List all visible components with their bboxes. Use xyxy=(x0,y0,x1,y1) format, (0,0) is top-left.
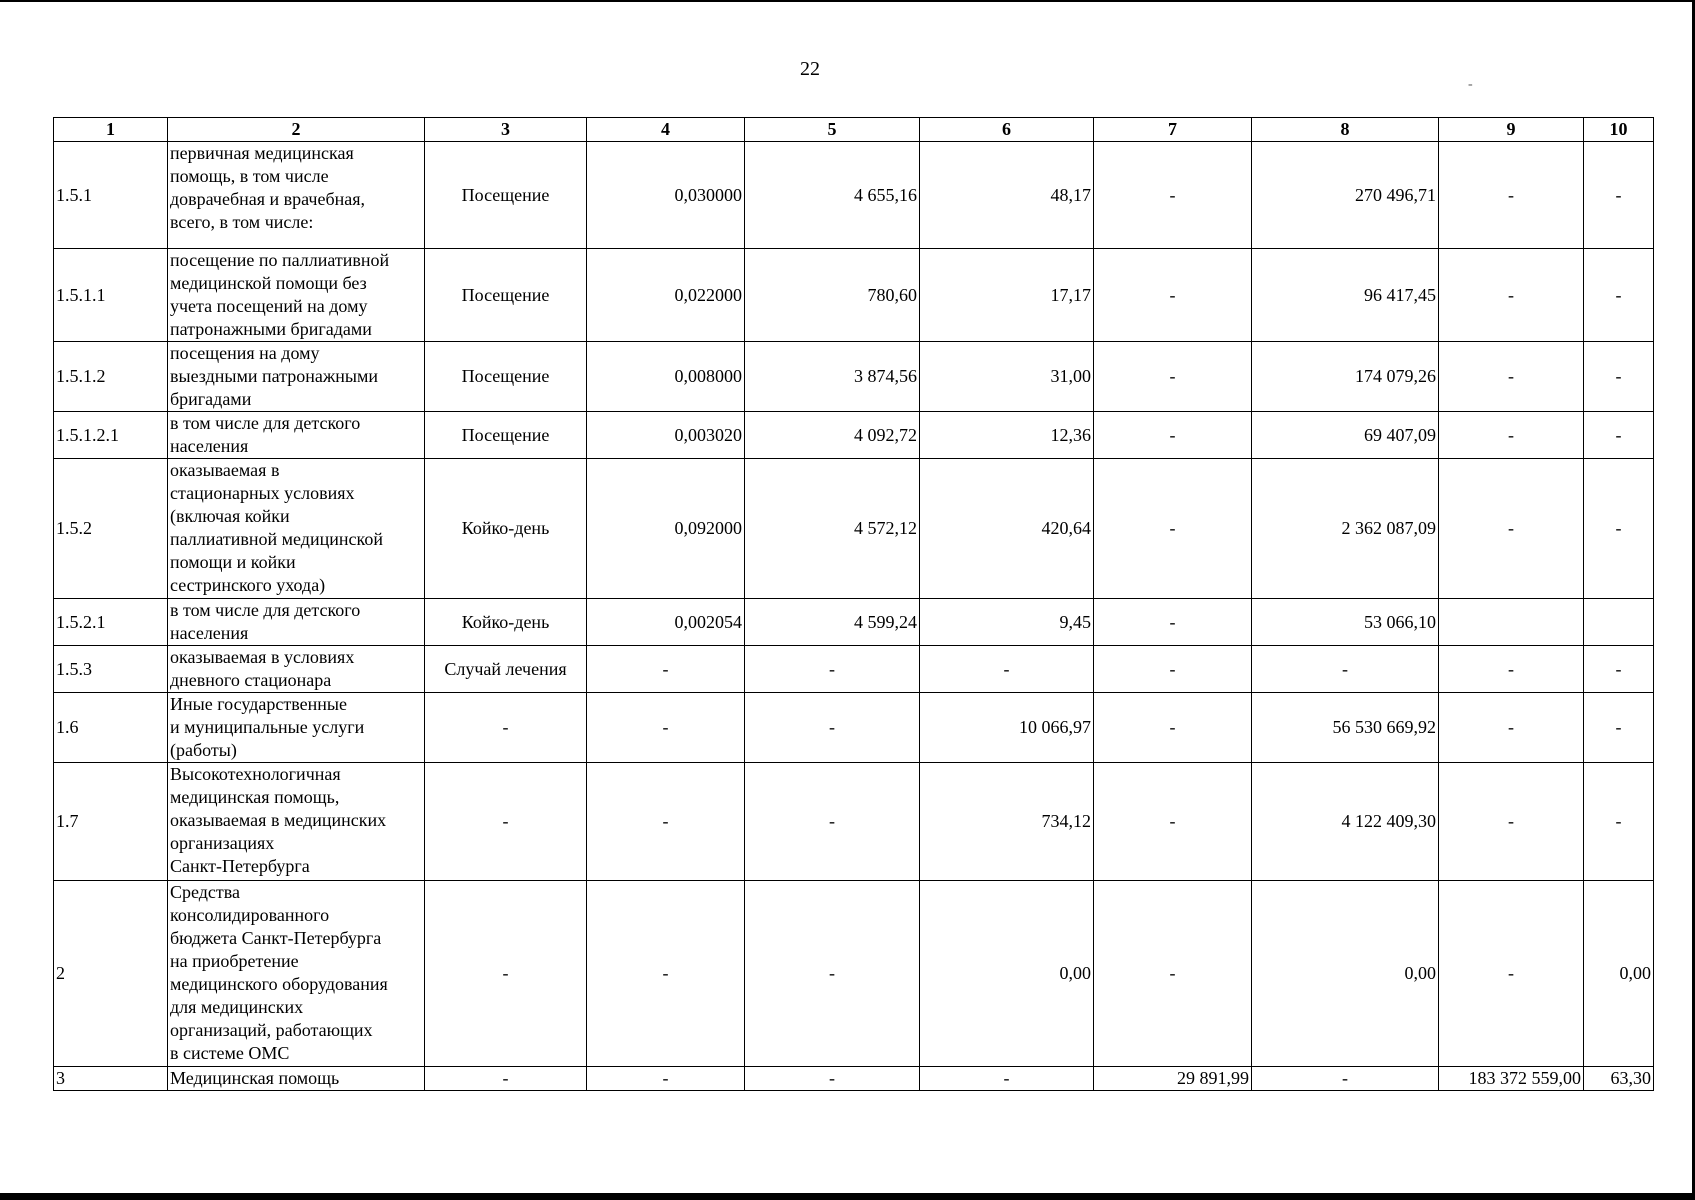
column-header: 6 xyxy=(920,118,1094,142)
col-4-cell: 0,030000 xyxy=(587,142,745,249)
unit-cell: Случай лечения xyxy=(425,646,587,693)
row-code: 1.5.2 xyxy=(54,459,168,599)
row-description: Иные государственные и муниципальные услуги (работы) xyxy=(168,693,425,763)
col-10-cell: - xyxy=(1584,342,1654,412)
column-header: 7 xyxy=(1094,118,1252,142)
col-8-cell: 53 066,10 xyxy=(1252,599,1439,646)
column-header: 2 xyxy=(168,118,425,142)
col-9-cell: - xyxy=(1439,646,1584,693)
row-description: оказываемая в стационарных условиях (включая койки паллиативной медицинской помощи и койки сестринского ухода) xyxy=(168,459,425,599)
row-code: 1.5.2.1 xyxy=(54,599,168,646)
unit-cell: Посещение xyxy=(425,412,587,459)
row-description: оказываемая в условиях дневного стационара xyxy=(168,646,425,693)
col-9-cell: 183 372 559,00 xyxy=(1439,1067,1584,1091)
col-4-cell: 0,002054 xyxy=(587,599,745,646)
column-header: 4 xyxy=(587,118,745,142)
row-code: 1.5.1 xyxy=(54,142,168,249)
unit-cell: Посещение xyxy=(425,142,587,249)
unit-cell: Койко-день xyxy=(425,459,587,599)
unit-cell: - xyxy=(425,693,587,763)
table-row xyxy=(54,412,1654,459)
col-5-cell: 4 572,12 xyxy=(745,459,920,599)
col-10-cell: - xyxy=(1584,459,1654,599)
col-8-cell: 56 530 669,92 xyxy=(1252,693,1439,763)
col-6-cell: 31,00 xyxy=(920,342,1094,412)
col-4-cell: - xyxy=(587,763,745,881)
col-10-cell: - xyxy=(1584,142,1654,249)
col-5-cell: - xyxy=(745,693,920,763)
col-7-cell: 29 891,99 xyxy=(1094,1067,1252,1091)
col-6-cell: - xyxy=(920,646,1094,693)
stray-mark: - xyxy=(1468,77,1473,92)
col-8-cell: - xyxy=(1252,1067,1439,1091)
unit-cell: - xyxy=(425,763,587,881)
row-code: 2 xyxy=(54,881,168,1067)
col-5-cell: 4 092,72 xyxy=(745,412,920,459)
column-header: 10 xyxy=(1584,118,1654,142)
row-description: посещения на дому выездными патронажными бригадами xyxy=(168,342,425,412)
col-10-cell: - xyxy=(1584,693,1654,763)
col-8-cell: 0,00 xyxy=(1252,881,1439,1067)
col-8-cell: 2 362 087,09 xyxy=(1252,459,1439,599)
scan-frame-top xyxy=(0,0,1695,2)
col-6-cell: 734,12 xyxy=(920,763,1094,881)
col-10-cell: - xyxy=(1584,249,1654,342)
col-7-cell: - xyxy=(1094,881,1252,1067)
col-7-cell: - xyxy=(1094,342,1252,412)
col-6-cell: 9,45 xyxy=(920,599,1094,646)
col-8-cell: 174 079,26 xyxy=(1252,342,1439,412)
row-code: 1.5.3 xyxy=(54,646,168,693)
data-table xyxy=(53,117,1654,1091)
col-6-cell: 420,64 xyxy=(920,459,1094,599)
col-7-cell: - xyxy=(1094,142,1252,249)
table-row xyxy=(54,342,1654,412)
row-description: посещение по паллиативной медицинской помощи без учета посещений на дому патронажными бригадами xyxy=(168,249,425,342)
table-row xyxy=(54,881,1654,1067)
column-header: 1 xyxy=(54,118,168,142)
col-6-cell: 10 066,97 xyxy=(920,693,1094,763)
col-5-cell: - xyxy=(745,1067,920,1091)
row-description: Медицинская помощь xyxy=(168,1067,425,1091)
col-4-cell: - xyxy=(587,693,745,763)
unit-cell: - xyxy=(425,881,587,1067)
column-header: 5 xyxy=(745,118,920,142)
unit-cell: Посещение xyxy=(425,249,587,342)
col-6-cell: - xyxy=(920,1067,1094,1091)
col-7-cell: - xyxy=(1094,249,1252,342)
col-9-cell: - xyxy=(1439,881,1584,1067)
col-5-cell: - xyxy=(745,646,920,693)
col-8-cell: 270 496,71 xyxy=(1252,142,1439,249)
col-9-cell xyxy=(1439,599,1584,646)
col-7-cell: - xyxy=(1094,763,1252,881)
scan-frame-bottom xyxy=(0,1193,1695,1200)
row-description: первичная медицинская помощь, в том числе доврачебная и врачебная, всего, в том числе: xyxy=(168,142,425,249)
row-description: в том числе для детского населения xyxy=(168,599,425,646)
table-row xyxy=(54,1067,1654,1091)
table-row xyxy=(54,763,1654,881)
col-7-cell: - xyxy=(1094,693,1252,763)
col-7-cell: - xyxy=(1094,599,1252,646)
table-row xyxy=(54,142,1654,249)
col-7-cell: - xyxy=(1094,459,1252,599)
row-code: 1.5.1.2 xyxy=(54,342,168,412)
col-5-cell: 3 874,56 xyxy=(745,342,920,412)
page-number: 22 xyxy=(800,58,820,80)
col-4-cell: - xyxy=(587,1067,745,1091)
col-6-cell: 48,17 xyxy=(920,142,1094,249)
col-4-cell: 0,003020 xyxy=(587,412,745,459)
col-6-cell: 12,36 xyxy=(920,412,1094,459)
col-5-cell: 4 655,16 xyxy=(745,142,920,249)
col-5-cell: - xyxy=(745,881,920,1067)
row-code: 1.5.1.1 xyxy=(54,249,168,342)
column-header: 9 xyxy=(1439,118,1584,142)
unit-cell: Посещение xyxy=(425,342,587,412)
col-7-cell: - xyxy=(1094,646,1252,693)
col-8-cell: 96 417,45 xyxy=(1252,249,1439,342)
col-10-cell: 0,00 xyxy=(1584,881,1654,1067)
table-row xyxy=(54,459,1654,599)
row-code: 3 xyxy=(54,1067,168,1091)
col-7-cell: - xyxy=(1094,412,1252,459)
col-9-cell: - xyxy=(1439,249,1584,342)
col-4-cell: 0,008000 xyxy=(587,342,745,412)
row-code: 1.7 xyxy=(54,763,168,881)
col-8-cell: 69 407,09 xyxy=(1252,412,1439,459)
unit-cell: Койко-день xyxy=(425,599,587,646)
col-9-cell: - xyxy=(1439,412,1584,459)
col-10-cell: - xyxy=(1584,646,1654,693)
row-code: 1.6 xyxy=(54,693,168,763)
col-5-cell: - xyxy=(745,763,920,881)
col-8-cell: 4 122 409,30 xyxy=(1252,763,1439,881)
table-row xyxy=(54,249,1654,342)
col-9-cell: - xyxy=(1439,142,1584,249)
col-9-cell: - xyxy=(1439,693,1584,763)
row-description: Высокотехнологичная медицинская помощь, оказываемая в медицинских организациях Санкт-Петербурга xyxy=(168,763,425,881)
col-10-cell: - xyxy=(1584,412,1654,459)
row-code: 1.5.1.2.1 xyxy=(54,412,168,459)
col-4-cell: 0,092000 xyxy=(587,459,745,599)
column-header: 8 xyxy=(1252,118,1439,142)
header-row xyxy=(54,118,1654,142)
col-10-cell xyxy=(1584,599,1654,646)
row-description: в том числе для детского населения xyxy=(168,412,425,459)
col-9-cell: - xyxy=(1439,763,1584,881)
col-9-cell: - xyxy=(1439,342,1584,412)
col-8-cell: - xyxy=(1252,646,1439,693)
col-5-cell: 4 599,24 xyxy=(745,599,920,646)
table-row xyxy=(54,693,1654,763)
col-5-cell: 780,60 xyxy=(745,249,920,342)
col-10-cell: - xyxy=(1584,763,1654,881)
table-row xyxy=(54,599,1654,646)
unit-cell: - xyxy=(425,1067,587,1091)
col-6-cell: 17,17 xyxy=(920,249,1094,342)
column-header: 3 xyxy=(425,118,587,142)
col-4-cell: - xyxy=(587,881,745,1067)
row-description: Средства консолидированного бюджета Санкт-Петербурга на приобретение медицинского оборудования для медицинских организаций, работающих в системе ОМС xyxy=(168,881,425,1067)
col-9-cell: - xyxy=(1439,459,1584,599)
table-row xyxy=(54,646,1654,693)
col-4-cell: 0,022000 xyxy=(587,249,745,342)
col-4-cell: - xyxy=(587,646,745,693)
col-10-cell: 63,30 xyxy=(1584,1067,1654,1091)
col-6-cell: 0,00 xyxy=(920,881,1094,1067)
